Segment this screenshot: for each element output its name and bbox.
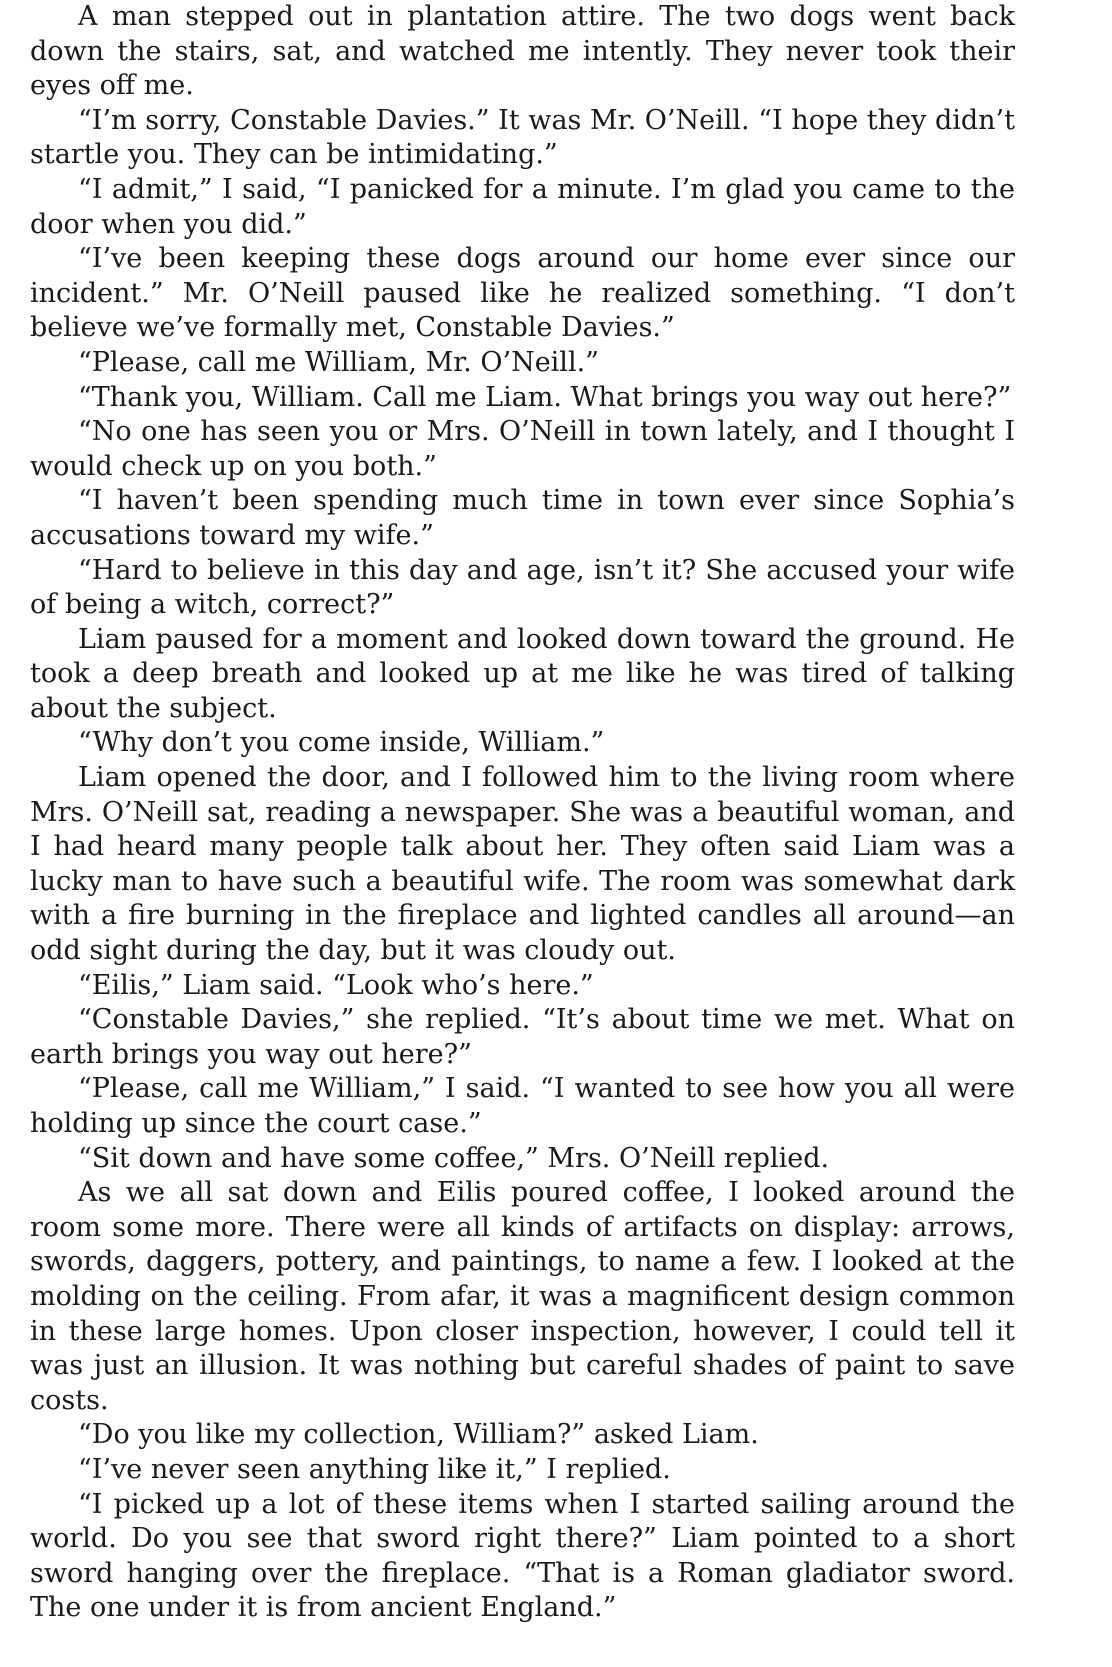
- paragraph: “I haven’t been spending much time in town ever since Sophia’s accusations toward my wife.”: [30, 485, 1015, 551]
- paragraph: “Constable Davies,” she replied. “It’s about time we met. What on earth brings you way out here?”: [30, 1004, 1015, 1070]
- paragraph: “Please, call me William, Mr. O’Neill.”: [78, 346, 599, 378]
- paragraph: “I admit,” I said, “I panicked for a minute. I’m glad you came to the door when you did.”: [30, 173, 1015, 240]
- paragraph: Liam paused for a moment and looked down toward the ground. He took a deep breath and looked up at me like he was tired of talking about the subject.: [30, 623, 1015, 724]
- book-page: [30, 0, 1015, 1626]
- paragraph: “I’ve never seen anything like it,” I replied.: [78, 1453, 671, 1485]
- paragraph: “Please, call me William,” I said. “I wanted to see how you all were holding up since the court case.”: [30, 1073, 1015, 1139]
- paragraph: “No one has seen you or Mrs. O’Neill in town lately, and I thought I would check up on you both.”: [30, 416, 1015, 482]
- paragraph: “Eilis,” Liam said. “Look who’s here.”: [78, 969, 594, 1001]
- paragraph: “Hard to believe in this day and age, isn’t it? She accused your wife of being a witch, correct?”: [30, 554, 1015, 621]
- paragraph: “I’m sorry, Constable Davies.” It was Mr. O’Neill. “I hope they didn’t startle you. They can be intimidating.”: [30, 104, 1015, 171]
- paragraph: “Sit down and have some coffee,” Mrs. O’Neill replied.: [78, 1142, 830, 1174]
- paragraph: “I picked up a lot of these items when I started sailing around the world. Do you see that sword right there?” Liam pointed to a short sword hanging over the fireplace. “That is a Roman gladiator sword. The one under it is from ancient England.”: [30, 1488, 1015, 1624]
- paragraph: “Thank you, William. Call me Liam. What brings you way out here?”: [78, 381, 1012, 413]
- paragraph: “I’ve been keeping these dogs around our home ever since our incident.” Mr. O’Neill paused like he realized something. “I don’t believe we’ve formally met, Constable Davies.”: [30, 243, 1015, 344]
- paragraph: Liam opened the door, and I followed him to the living room where Mrs. O’Neill sat, reading a newspaper. She was a beautiful woman, and I had heard many people talk about her. They often said Liam was a lucky man to have such a beautiful wife. The room was somewhat dark with a fire burning in the fireplace and lighted candles all around—an odd sight during the day, but it was cloudy out.: [30, 762, 1015, 967]
- paragraph: “Why don’t you come inside, William.”: [78, 727, 605, 759]
- paragraph: “Do you like my collection, William?” asked Liam.: [78, 1419, 759, 1451]
- paragraph: As we all sat down and Eilis poured coffee, I looked around the room some more. There were all kinds of artifacts on display: arrows, swords, daggers, pottery, and paintings, to name a few. I looked at the molding on the ceiling. From afar, it was a magnificent design common in these large homes. Upon closer inspection, however, I could tell it was just an illusion. It was nothing but careful shades of paint to save costs.: [30, 1177, 1015, 1416]
- paragraph: A man stepped out in plantation attire. The two dogs went back down the stairs, sat, and watched me intently. They never took their eyes off me.: [30, 1, 1015, 102]
